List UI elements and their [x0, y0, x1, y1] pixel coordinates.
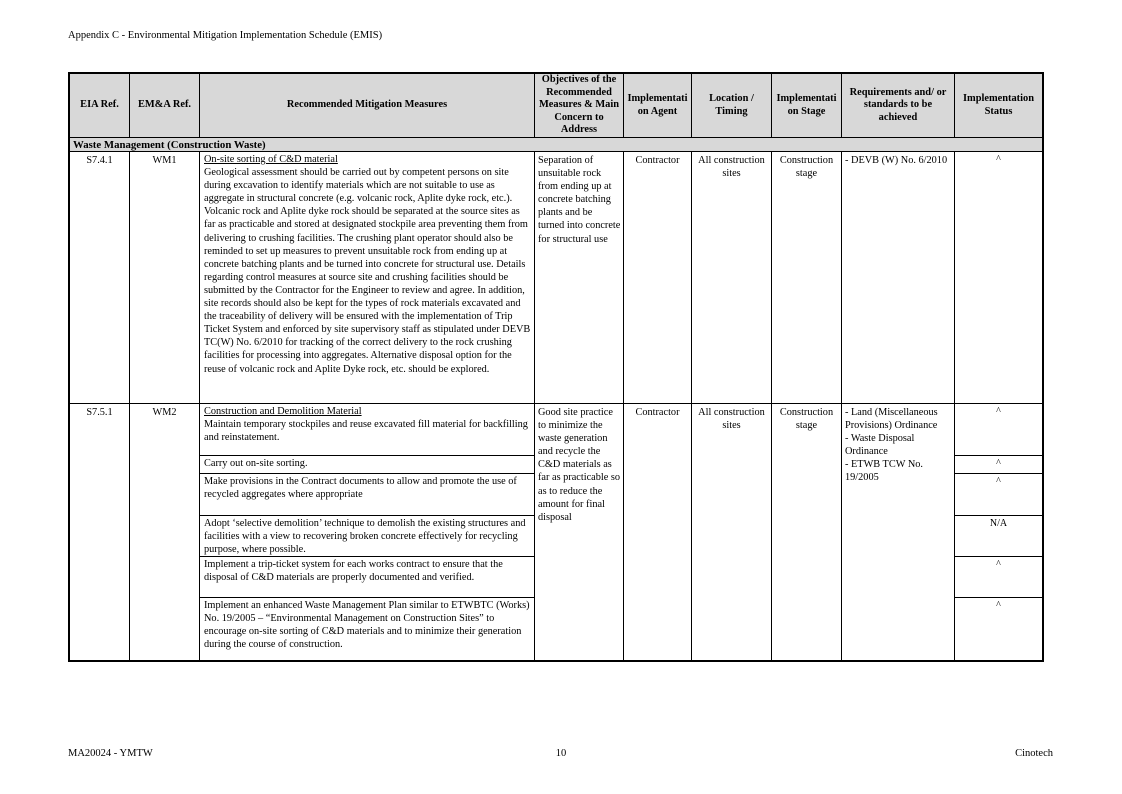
col-header-label: Recommended Mitigation Measures — [286, 99, 448, 111]
col-header-location-timing — [692, 74, 772, 137]
cell-implementation-status — [955, 404, 1042, 660]
col-header-requirements — [842, 74, 955, 137]
cell-location-timing: All construction sites — [692, 152, 772, 403]
table-header-row — [70, 74, 1042, 138]
measure-item — [200, 404, 534, 456]
measure-item — [200, 474, 534, 516]
measure-text: Maintain temporary stockpiles and reuse excavated fill material for backfilling and reinstatement. — [204, 419, 528, 444]
status-value: ^ — [996, 406, 1001, 417]
emis-table — [68, 72, 1044, 662]
col-header-label: EM&A Ref. — [137, 99, 192, 111]
status-value: N/A — [989, 518, 1008, 529]
requirement-item: - Land (Miscellaneous Provisions) Ordinance — [845, 407, 938, 432]
status-cell — [955, 557, 1042, 598]
table-row — [70, 152, 1042, 404]
status-value: ^ — [996, 600, 1001, 611]
status-value: ^ — [996, 154, 1001, 165]
col-header-ema-ref — [130, 74, 200, 137]
cell-objectives: Good site practice to minimize the waste generation and recycle the C&D materials as far as practicable so as to reduce the amount for final disposal — [535, 404, 624, 660]
col-header-label: Implementation Status — [963, 93, 1034, 117]
requirement-item: - ETWB TCW No. 19/2005 — [845, 459, 923, 484]
measure-item — [200, 456, 534, 474]
measure-heading: On-site sorting of C&D material — [204, 154, 338, 165]
col-header-label: Implementation Agent — [627, 93, 688, 117]
cell-location-timing: All construction sites — [692, 404, 772, 660]
document-title: Appendix C - Environmental Mitigation Implementation Schedule (EMIS) — [68, 30, 383, 41]
status-cell — [955, 404, 1042, 456]
cell-implementation-status — [955, 152, 1042, 403]
status-value: ^ — [996, 458, 1001, 469]
measure-text: Geological assessment should be carried out by competent persons on site during excavation to identify materials which are not suitable to use as aggregate in structural concrete (e.g. volcanic rock, Aplite dyke rock, etc.). Volcanic rock and Aplite dyke rock should be separated at the source sites as far as practicable and stored at designated stockpile area preventing them from delivering to crushing facilities. The crushing plant operator should also be reminded to set up measures to prevent unsuitable rock from ending up at concrete batching plants and be turned into concrete for structural use. Details regarding control measures at source site and crushing facilities should be submitted by the Contractor for the Engineer to review and agree. In addition, site records should also be kept for the types of rock materials excavated and the traceability of delivery will be ensured with the implementation of Trip Ticket System and enforced by site supervisory staff as stipulated under DEVB TC(W) No. 6/2010 for tracking of the correct delivery to the rock crushing facilities for processing into aggregates. Alternative disposal option for the reuse of volcanic rock and Aplite Dyke rock, etc. should be explored. — [204, 167, 531, 375]
col-header-label: EIA Ref. — [80, 99, 119, 111]
status-value: ^ — [996, 559, 1001, 570]
table-row — [70, 404, 1042, 660]
cell-implementation-agent: Contractor — [624, 404, 692, 660]
status-cell — [955, 152, 1042, 403]
measure-item — [200, 598, 534, 660]
status-cell — [955, 598, 1042, 660]
col-header-objectives — [535, 74, 624, 137]
cell-objectives: Separation of unsuitable rock from ending up at concrete batching plants and be turned into concrete for structural use — [535, 152, 624, 403]
col-header-status — [955, 74, 1042, 137]
col-header-measures — [200, 74, 535, 137]
measure-item — [200, 557, 534, 598]
measure-text: Implement a trip-ticket system for each works contract to ensure that the disposal of C&D materials are properly documented and verified. — [204, 559, 503, 584]
measure-text: Make provisions in the Contract documents to allow and promote the use of recycled aggregates where appropriate — [204, 476, 517, 501]
cell-requirements — [842, 152, 955, 403]
measure-text: Carry out on-site sorting. — [204, 458, 308, 469]
section-row-waste-management — [70, 138, 1042, 152]
footer-company: Cinotech — [1015, 748, 1053, 759]
status-cell — [955, 474, 1042, 516]
measure-heading: Construction and Demolition Material — [204, 406, 362, 417]
cell-implementation-stage: Construction stage — [772, 152, 842, 403]
cell-implementation-agent: Contractor — [624, 152, 692, 403]
cell-implementation-stage: Construction stage — [772, 404, 842, 660]
requirement-item: - DEVB (W) No. 6/2010 — [845, 155, 948, 166]
status-value: ^ — [996, 476, 1001, 487]
table-body — [70, 152, 1042, 660]
footer-project-ref: MA20024 - YMTW — [68, 748, 153, 759]
section-title: Waste Management (Construction Waste) — [73, 138, 266, 151]
measure-item — [200, 516, 534, 557]
col-header-eia-ref — [70, 74, 130, 137]
col-header-label: Requirements and/ or standards to be achieved — [849, 86, 947, 123]
status-cell — [955, 516, 1042, 557]
requirement-item: - Waste Disposal Ordinance — [845, 433, 915, 458]
footer-page-number: 10 — [555, 748, 567, 759]
cell-eia-ref: S7.4.1 — [70, 152, 130, 403]
cell-ema-ref: WM2 — [130, 404, 200, 660]
status-cell — [955, 456, 1042, 474]
cell-ema-ref: WM1 — [130, 152, 200, 403]
cell-eia-ref: S7.5.1 — [70, 404, 130, 660]
col-header-label: Objectives of the Recommended Measures & Main Concern to Address — [538, 74, 620, 136]
col-header-stage — [772, 74, 842, 137]
col-header-label: Location / Timing — [709, 93, 754, 117]
cell-requirements — [842, 404, 955, 660]
measure-item — [200, 152, 534, 403]
cell-measures — [200, 404, 535, 660]
measure-text: Adopt ‘selective demolition’ technique to demolish the existing structures and facilities with a view to recovering broken concrete effectively for recycling purpose, where possible. — [204, 518, 526, 556]
col-header-agent — [624, 74, 692, 137]
cell-measures — [200, 152, 535, 403]
col-header-label: Implementation Stage — [776, 93, 837, 117]
measure-text: Implement an enhanced Waste Management Plan similar to ETWBTC (Works) No. 19/2005 – “Environmental Management on Construction Sites” to encourage on-site sorting of C&D materials and to minimize their generation during the course of construction. — [204, 600, 530, 651]
